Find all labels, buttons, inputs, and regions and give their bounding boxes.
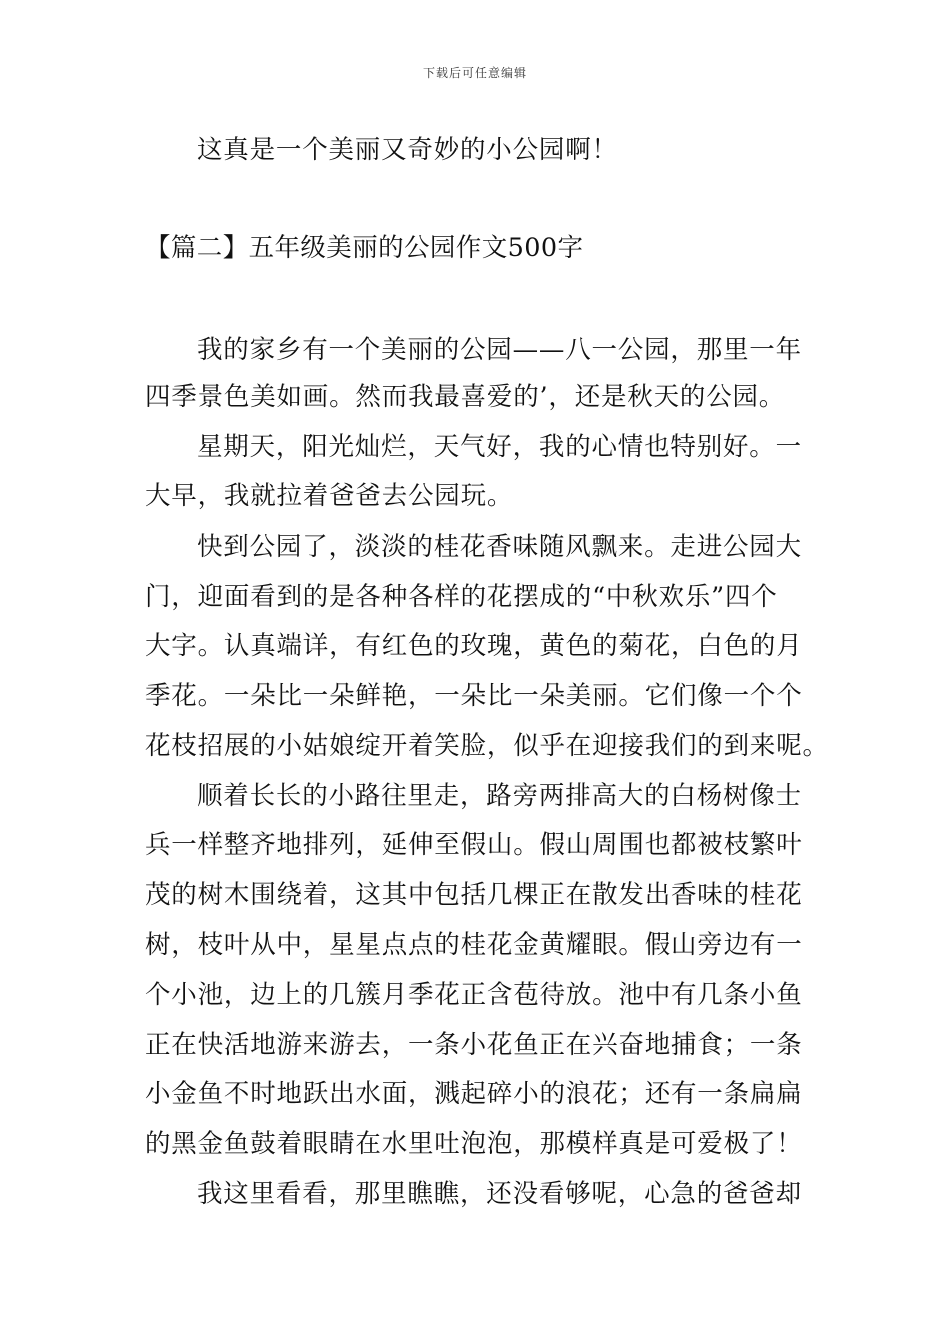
paragraph-4-line-6: 正在快活地游来游去，一条小花鱼正在兴奋地捕食；一条 bbox=[145, 1030, 803, 1060]
paragraph-3-line-1: 快到公园了，淡淡的桂花香味随风飘来。走进公园大 bbox=[197, 532, 802, 562]
paragraph-4-line-5: 个小池，边上的几簇月季花正含苞待放。池中有几条小鱼 bbox=[145, 980, 803, 1010]
paragraph-1-line-1: 我的家乡有一个美丽的公园——八一公园，那里一年 bbox=[197, 335, 802, 365]
paragraph-3-line-3: 大字。认真端详，有红色的玫瑰，黄色的菊花，白色的月 bbox=[145, 631, 803, 661]
paragraph-2-line-1: 星期天，阳光灿烂，天气好，我的心情也特别好。一 bbox=[197, 432, 802, 462]
paragraph-4-line-2: 兵一样整齐地排列，延伸至假山。假山周围也都被枝繁叶 bbox=[145, 830, 803, 860]
paragraph-3-line-2: 门，迎面看到的是各种各样的花摆成的“中秋欢乐”四个 bbox=[145, 582, 778, 612]
paragraph-3-line-5: 花枝招展的小姑娘绽开着笑脸，似乎在迎接我们的到来呢。 bbox=[145, 731, 829, 761]
paragraph-2-line-2: 大早，我就拉着爸爸去公园玩。 bbox=[145, 481, 514, 511]
header-note: 下载后可任意编辑 bbox=[422, 66, 527, 80]
closing-sentence: 这真是一个美丽又奇妙的小公园啊！ bbox=[197, 135, 618, 165]
paragraph-5-line-1: 我这里看看，那里瞧瞧，还没看够呢，心急的爸爸却 bbox=[197, 1179, 802, 1209]
paragraph-4-line-7: 小金鱼不时地跃出水面，溅起碎小的浪花；还有一条扁扁 bbox=[145, 1079, 803, 1109]
paragraph-4-line-3: 茂的树木围绕着，这其中包括几棵正在散发出香味的桂花 bbox=[145, 880, 803, 910]
paragraph-4-line-4: 树，枝叶从中，星星点点的桂花金黄耀眼。假山旁边有一 bbox=[145, 930, 803, 960]
section-title: 【篇二】五年级美丽的公园作文500字 bbox=[145, 233, 584, 263]
paragraph-4-line-8: 的黑金鱼鼓着眼睛在水里吐泡泡，那模样真是可爱极了！ bbox=[145, 1129, 803, 1159]
paragraph-4-line-1: 顺着长长的小路往里走，路旁两排高大的白杨树像士 bbox=[197, 781, 802, 811]
paragraph-3-line-4: 季花。一朵比一朵鲜艳，一朵比一朵美丽。它们像一个个 bbox=[145, 681, 803, 711]
paragraph-1-line-2: 四季景色美如画。然而我最喜爱的’，还是秋天的公园。 bbox=[145, 382, 786, 412]
